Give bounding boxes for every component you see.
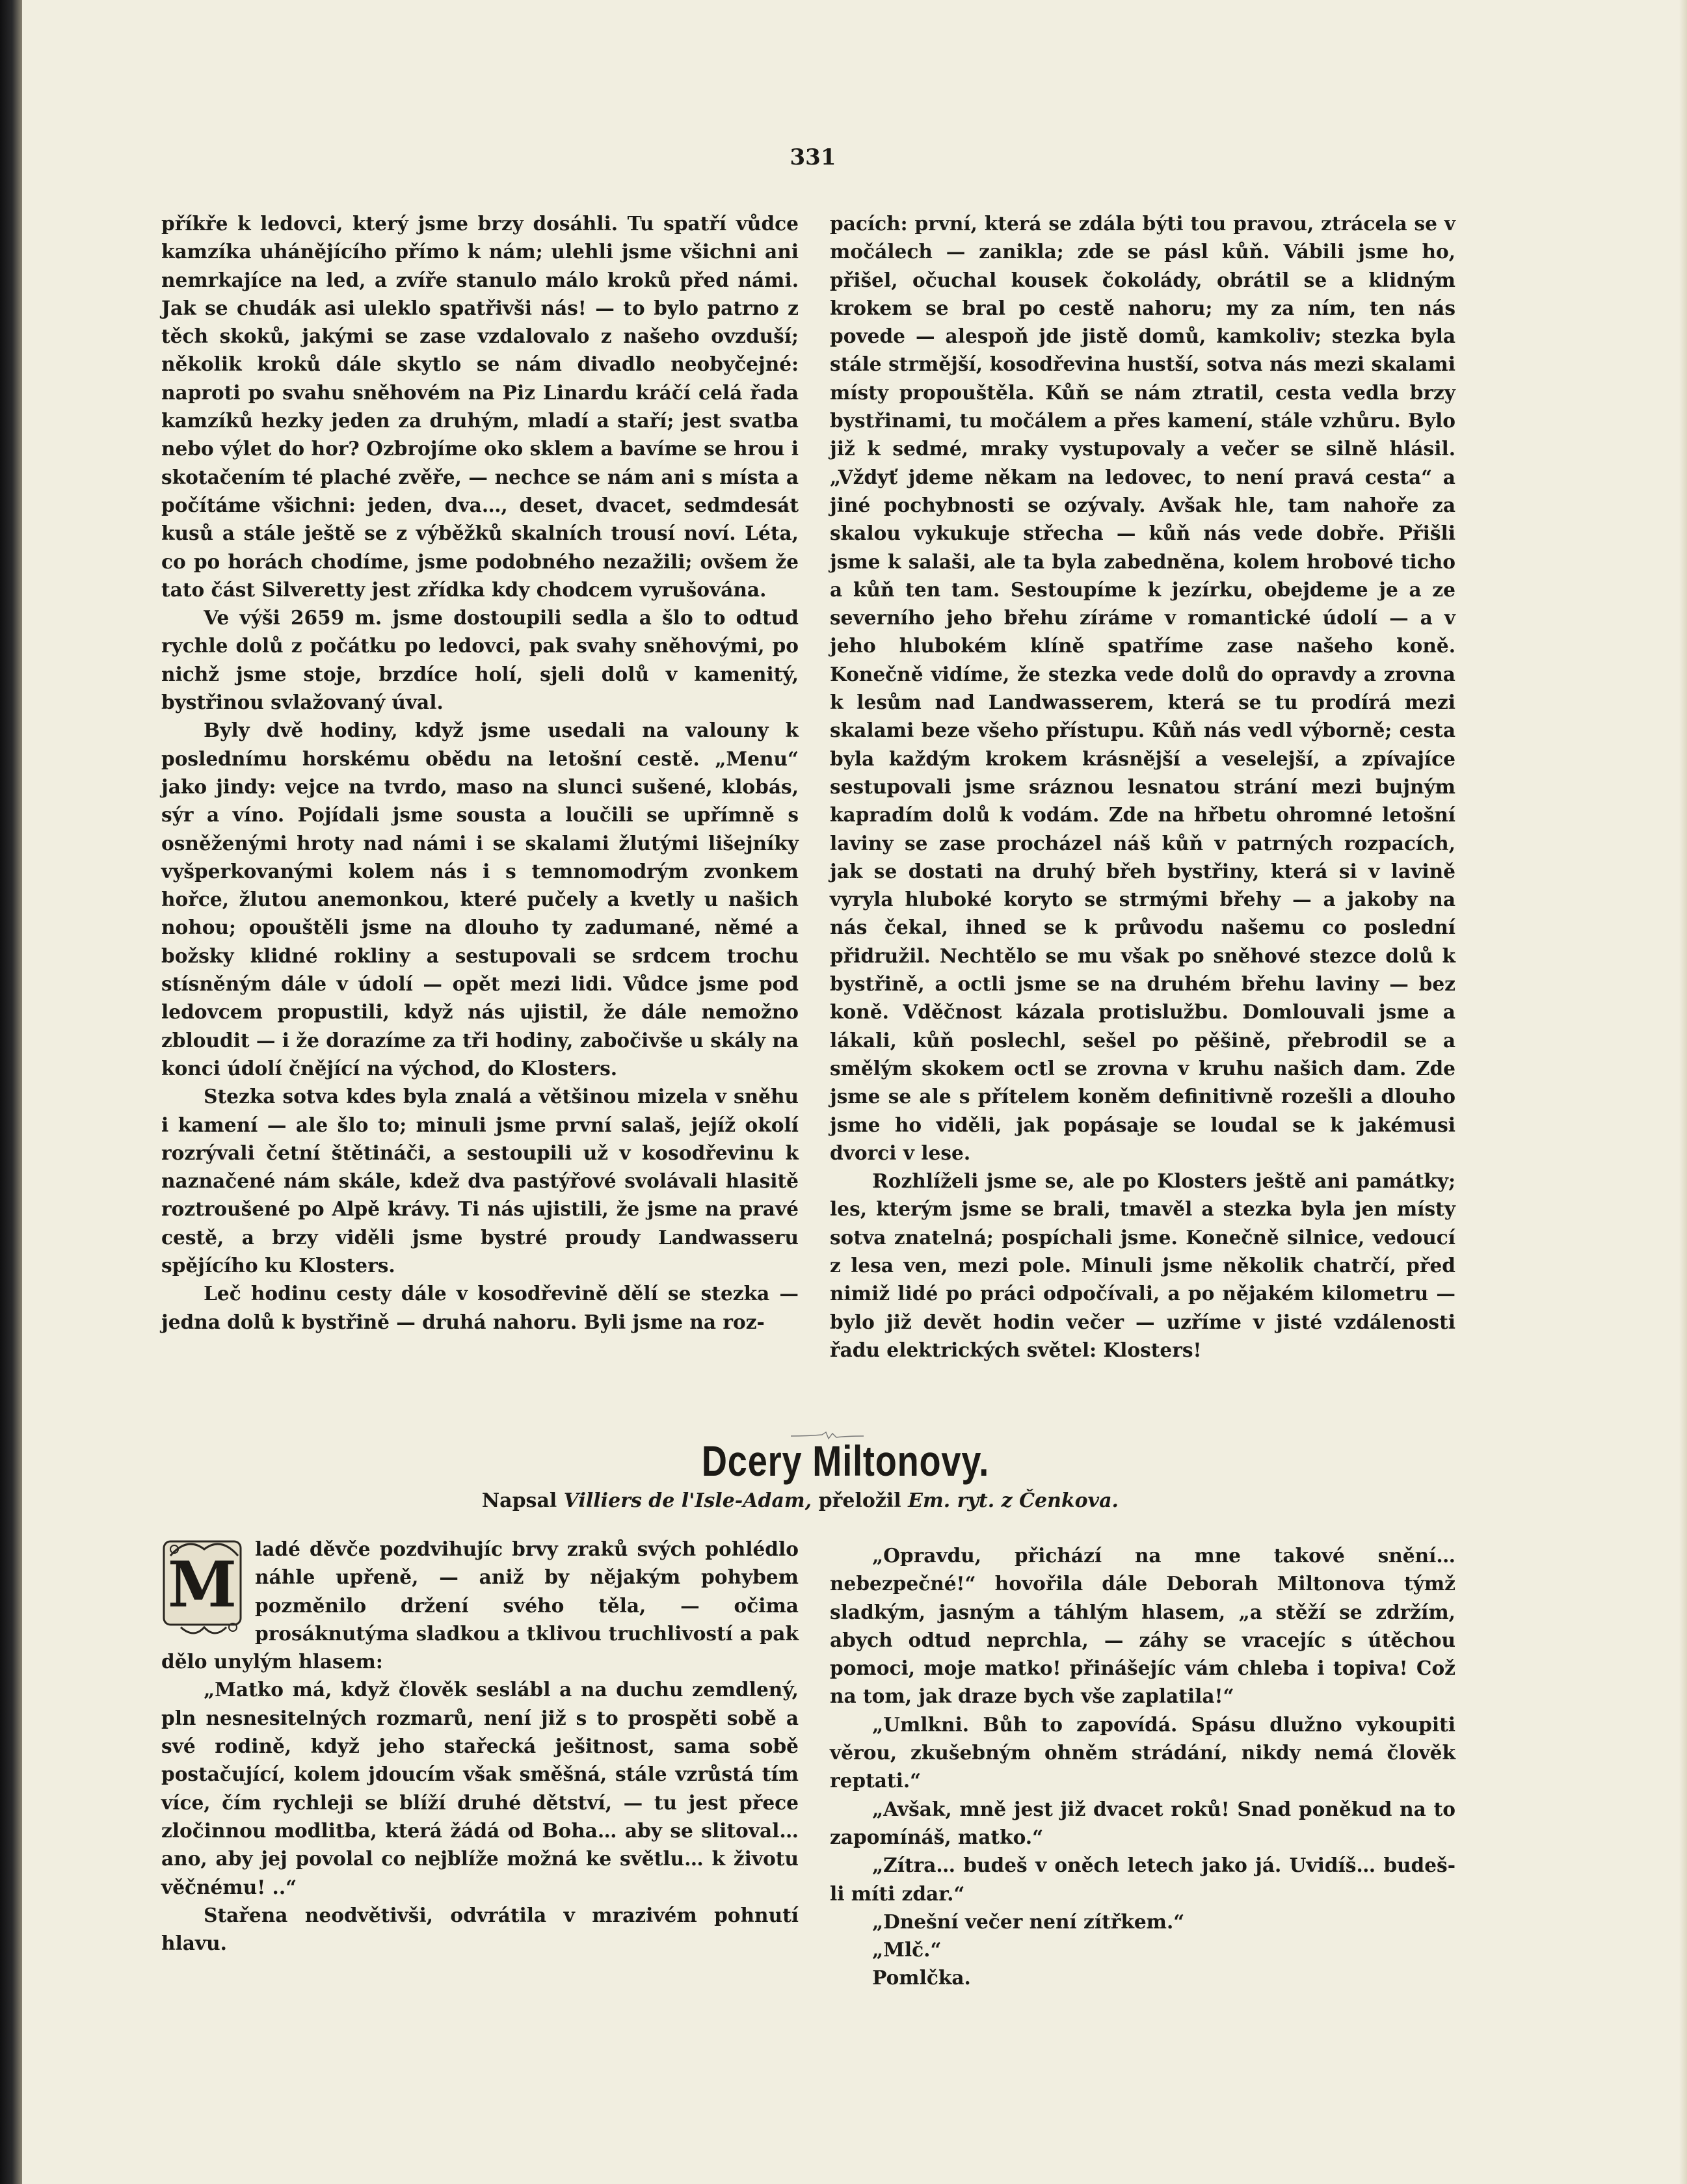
- paragraph: Leč hodinu cesty dále v kosodřevině dělí se stezka — jedna dolů k bystřině — druhá nahoru. Byli jsme na roz-: [161, 1282, 799, 1333]
- paragraph: Pomlčka.: [872, 1966, 971, 1990]
- paragraph: příkře k ledovci, který jsme brzy dosáhli. Tu spatří vůdce kamzíka uhánějícího přímo k nám; ulehli jsme všichni ani nemrkajíce na led, a zvíře stanulo málo kroků před námi. Jak se chudák asi uleklo spatřivši nás! — to bylo patrno z těch skoků, jakými se zase vzdalovalo z našeho ovzduší; několik kroků dále skytlo se nám divadlo neobyčejné: naproti po svahu sněhovém na Piz Linardu kráčí celá řada kamzíků hezky jeden za druhým, mladí a staří; jest svatba nebo výlet do hor? Ozbrojíme oko sklem a bavíme se hrou i skotačením té plaché zvěře, — nechce se nám ani s místa a počítáme všichni: jeden, dva…, deset, dvacet, sedmdesát kusů a stále ještě se z výběžků skalních trousí noví. Léta, co po horách chodíme, jsme podobného nezažili; ovšem že tato část Silveretty jest zřídka kdy chodcem vyrušována.: [161, 212, 799, 601]
- story-title: Dcery Miltonovy.: [701, 1437, 990, 1485]
- decorative-initial-m: [161, 1530, 246, 1640]
- page-number: 331: [790, 144, 836, 170]
- story-right-column: [830, 1541, 1455, 1992]
- author-name: Villiers de l'Isle-Adam,: [563, 1489, 812, 1512]
- translator-name: Em. ryt. z Čenkova.: [908, 1489, 1119, 1512]
- story-byline: [455, 1489, 1119, 1512]
- paragraph: pacích: první, která se zdála býti tou pravou, ztrácela se v močálech — zanikla; zde se pásl kůň. Vábili jsme ho, přišel, očuchal kousek čokolády, obrátil se a klidným krokem se bral po cestě nahoru; my za ním, ten nás povede — alespoň jde jistě domů, kamkoliv; stezka byla stále strmější, kosodřevina hustší, sotva nás mezi skalami místy propouštěla. Kůň se nám ztratil, cesta vedla brzy bystřinami, tu močálem a přes kamení, stále vzhůru. Bylo již k sedmé, mraky vystupovaly a večer se silně hlásil. „Vždyť jdeme někam na ledovec, to není pravá cesta“ a jiné pochybnosti se ozývaly. Avšak hle, tam nahoře za skalou vykukuje střecha — kůň nás vede dobře. Přišli jsme k salaši, ale ta byla zabedněna, kolem hrobové ticho a kůň ten tam. Sestoupíme k jezírku, obejdeme je a ze severního jeho břehu zíráme v romantické údolí — a v jeho hlubokém klíně spatříme zase našeho koně. Konečně vidíme, že stezka vede dolů do opravdy a zrovna k lesům nad Landwasserem, která se tu prodírá mezi skalami beze všeho přístupu. Kůň nás vedl výborně; cesta byla každým krokem krásnější a veselejší, a zpívajíce sestupovali jsme sráznou lesnatou strání mezi bujným kapradím dolů k vodám. Zde na hřbetu ohromné letošní laviny se zase procházel náš kůň v patrných rozpacích, jak se dostati na druhý břeh bystřiny, která si v lavině vyryla hluboké koryto se strmými břehy — a jakoby na nás čekal, ihned se k průvodu našemu co poslední přidružil. Nechtělo se mu však po sněhové stezce dolů k bystřině, a octli jsme se na druhém břehu laviny — bez koně. Vděčnost kázala protislužbu. Domlouvali jsme a lákali, kůň poslechl, sešel po pěšině, přebrodil se a smělým skokem octl se zrovna v kruhu našich dam. Zde jsme se ale s přítelem koněm definitivně rozešli a dlouho jsme ho viděli, jak popásaje se loudal se k jakémusi dvorci v lese.: [830, 212, 1455, 1164]
- page-edge: [1679, 0, 1687, 2184]
- article-left-column: [161, 209, 799, 1336]
- article-right-column: [830, 209, 1455, 1364]
- paragraph: Byly dvě hodiny, když jsme usedali na valouny k poslednímu horskému obědu na letošní cestě. „Menu“ jako jindy: vejce na tvrdo, maso na slunci sušené, klobás, sýr a víno. Pojídali jsme sousta a loučili se upřímně s osněženými hroty nad námi i se skalami žlutými lišejníky vyšperkovanými kolem nás i s temnomodrým zvonkem hořce, žlutou anemonkou, které pučely a kvetly u našich nohou; opouštěli jsme na dlouho ty zadumané, němé a božsky klidné rokliny a sestupovali se srdcem trochu stísněným dále v údolí — opět mezi lidi. Vůdce jsme pod ledovcem propustili, když nás ujistil, že dále nemožno zbloudit — i že dorazíme za tři hodiny, zabočivše u skály na konci údolí čnějící na východ, do Klosters.: [161, 719, 799, 1080]
- paragraph: „Umlkni. Bůh to zapovídá. Spásu dlužno vykoupiti věrou, zkušebným ohněm strádání, nikdy nemá člověk reptati.“: [830, 1712, 1455, 1792]
- paragraph: „Mlč.“: [872, 1938, 942, 1962]
- paragraph: ladé děvče pozdvihujíc brvy zraků svých pohlédlo náhle upřeně, — aniž by nějakým pohybem pozměnilo držení svého těla, — očima prosáknutýma sladkou a tklivou truchlivostí a pak dělo unylým hlasem:: [161, 1538, 799, 1673]
- byline-middle: přeložil: [818, 1489, 901, 1512]
- paragraph: Rozhlíželi jsme se, ale po Klosters ještě ani památky; les, kterým jsme se brali, tmavěl a stezka byla jen místy sotva znatelná; pospíchali jsme. Konečně silnice, vedoucí z lesa ven, mezi pole. Minuli jsme několik chatrčí, před nimiž lidé po práci odpočívali, a po nějakém kilometru — bylo již devět hodin večer — uzříme v jisté vzdálenosti řadu elektrických světel: Klosters!: [830, 1169, 1455, 1361]
- paragraph: Ve výši 2659 m. jsme dostoupili sedla a šlo to odtud rychle dolů z počátku po ledovci, pak svahy sněhovými, po nichž jsme stoje, brzdíce holí, sjeli dolů v kamenitý, bystřinou svlažovaný úval.: [161, 606, 799, 714]
- story-left-column: [161, 1535, 799, 1957]
- paragraph: „Dnešní večer není zítřkem.“: [872, 1910, 1185, 1933]
- book-spine-shadow: [0, 0, 22, 2184]
- paragraph: Stezka sotva kdes byla znalá a většinou mizela v sněhu i kamení — ale šlo to; minuli jsme první salaš, jejíž okolí rozrývali četní štětináči, a sestoupili už v kosodřevinu k naznačené nám skále, kdež dva pastýřové svolávali hlasitě roztroušené po Alpě krávy. Ti nás ujistili, že jsme na pravé cestě, a brzy viděli jsme bystré proudy Landwasseru spějícího ku Klosters.: [161, 1085, 799, 1277]
- paragraph: „Avšak, mně jest již dvacet roků! Snad poněkud na to zapomínáš, matko.“: [830, 1797, 1455, 1848]
- paragraph: „Zítra… budeš v oněch letech jako já. Uvidíš… budeš-li míti zdar.“: [830, 1854, 1455, 1905]
- paragraph: „Matko má, když člověk seslábl a na duchu zemdlený, pln nesnesitelných rozmarů, není již s to prospěti sobě a své rodině, když jeho stařecká ješitnost, sama sobě postačující, kolem jdoucím však směšná, stále vzrůstá tím více, čím rychleji se blíží druhé dětství, — tu jest přece zločinnou modlitba, která žádá od Boha… aby se slitoval… ano, aby jej povolal co nejblíže možná ke světlu… k životu věčnému! ..“: [161, 1678, 799, 1898]
- paragraph: „Opravdu, přichází na mne takové snění… nebezpečné!“ hovořila dále Deborah Miltonova týmž sladkým, jasným a táhlým hlasem, „a stěží se zdržím, abych odtud neprchla, — záhy se vracejíc s útěchou pomoci, moje matko! přinášejíc vám chleba i topiva! Což na tom, jak draze bych vše zaplatila!“: [830, 1544, 1455, 1708]
- paragraph: Stařena neodvětivši, odvrátila v mrazivém pohnutí hlavu.: [161, 1903, 799, 1955]
- byline-prefix: Napsal: [481, 1489, 557, 1512]
- dropcap-letter: M: [167, 1548, 237, 1621]
